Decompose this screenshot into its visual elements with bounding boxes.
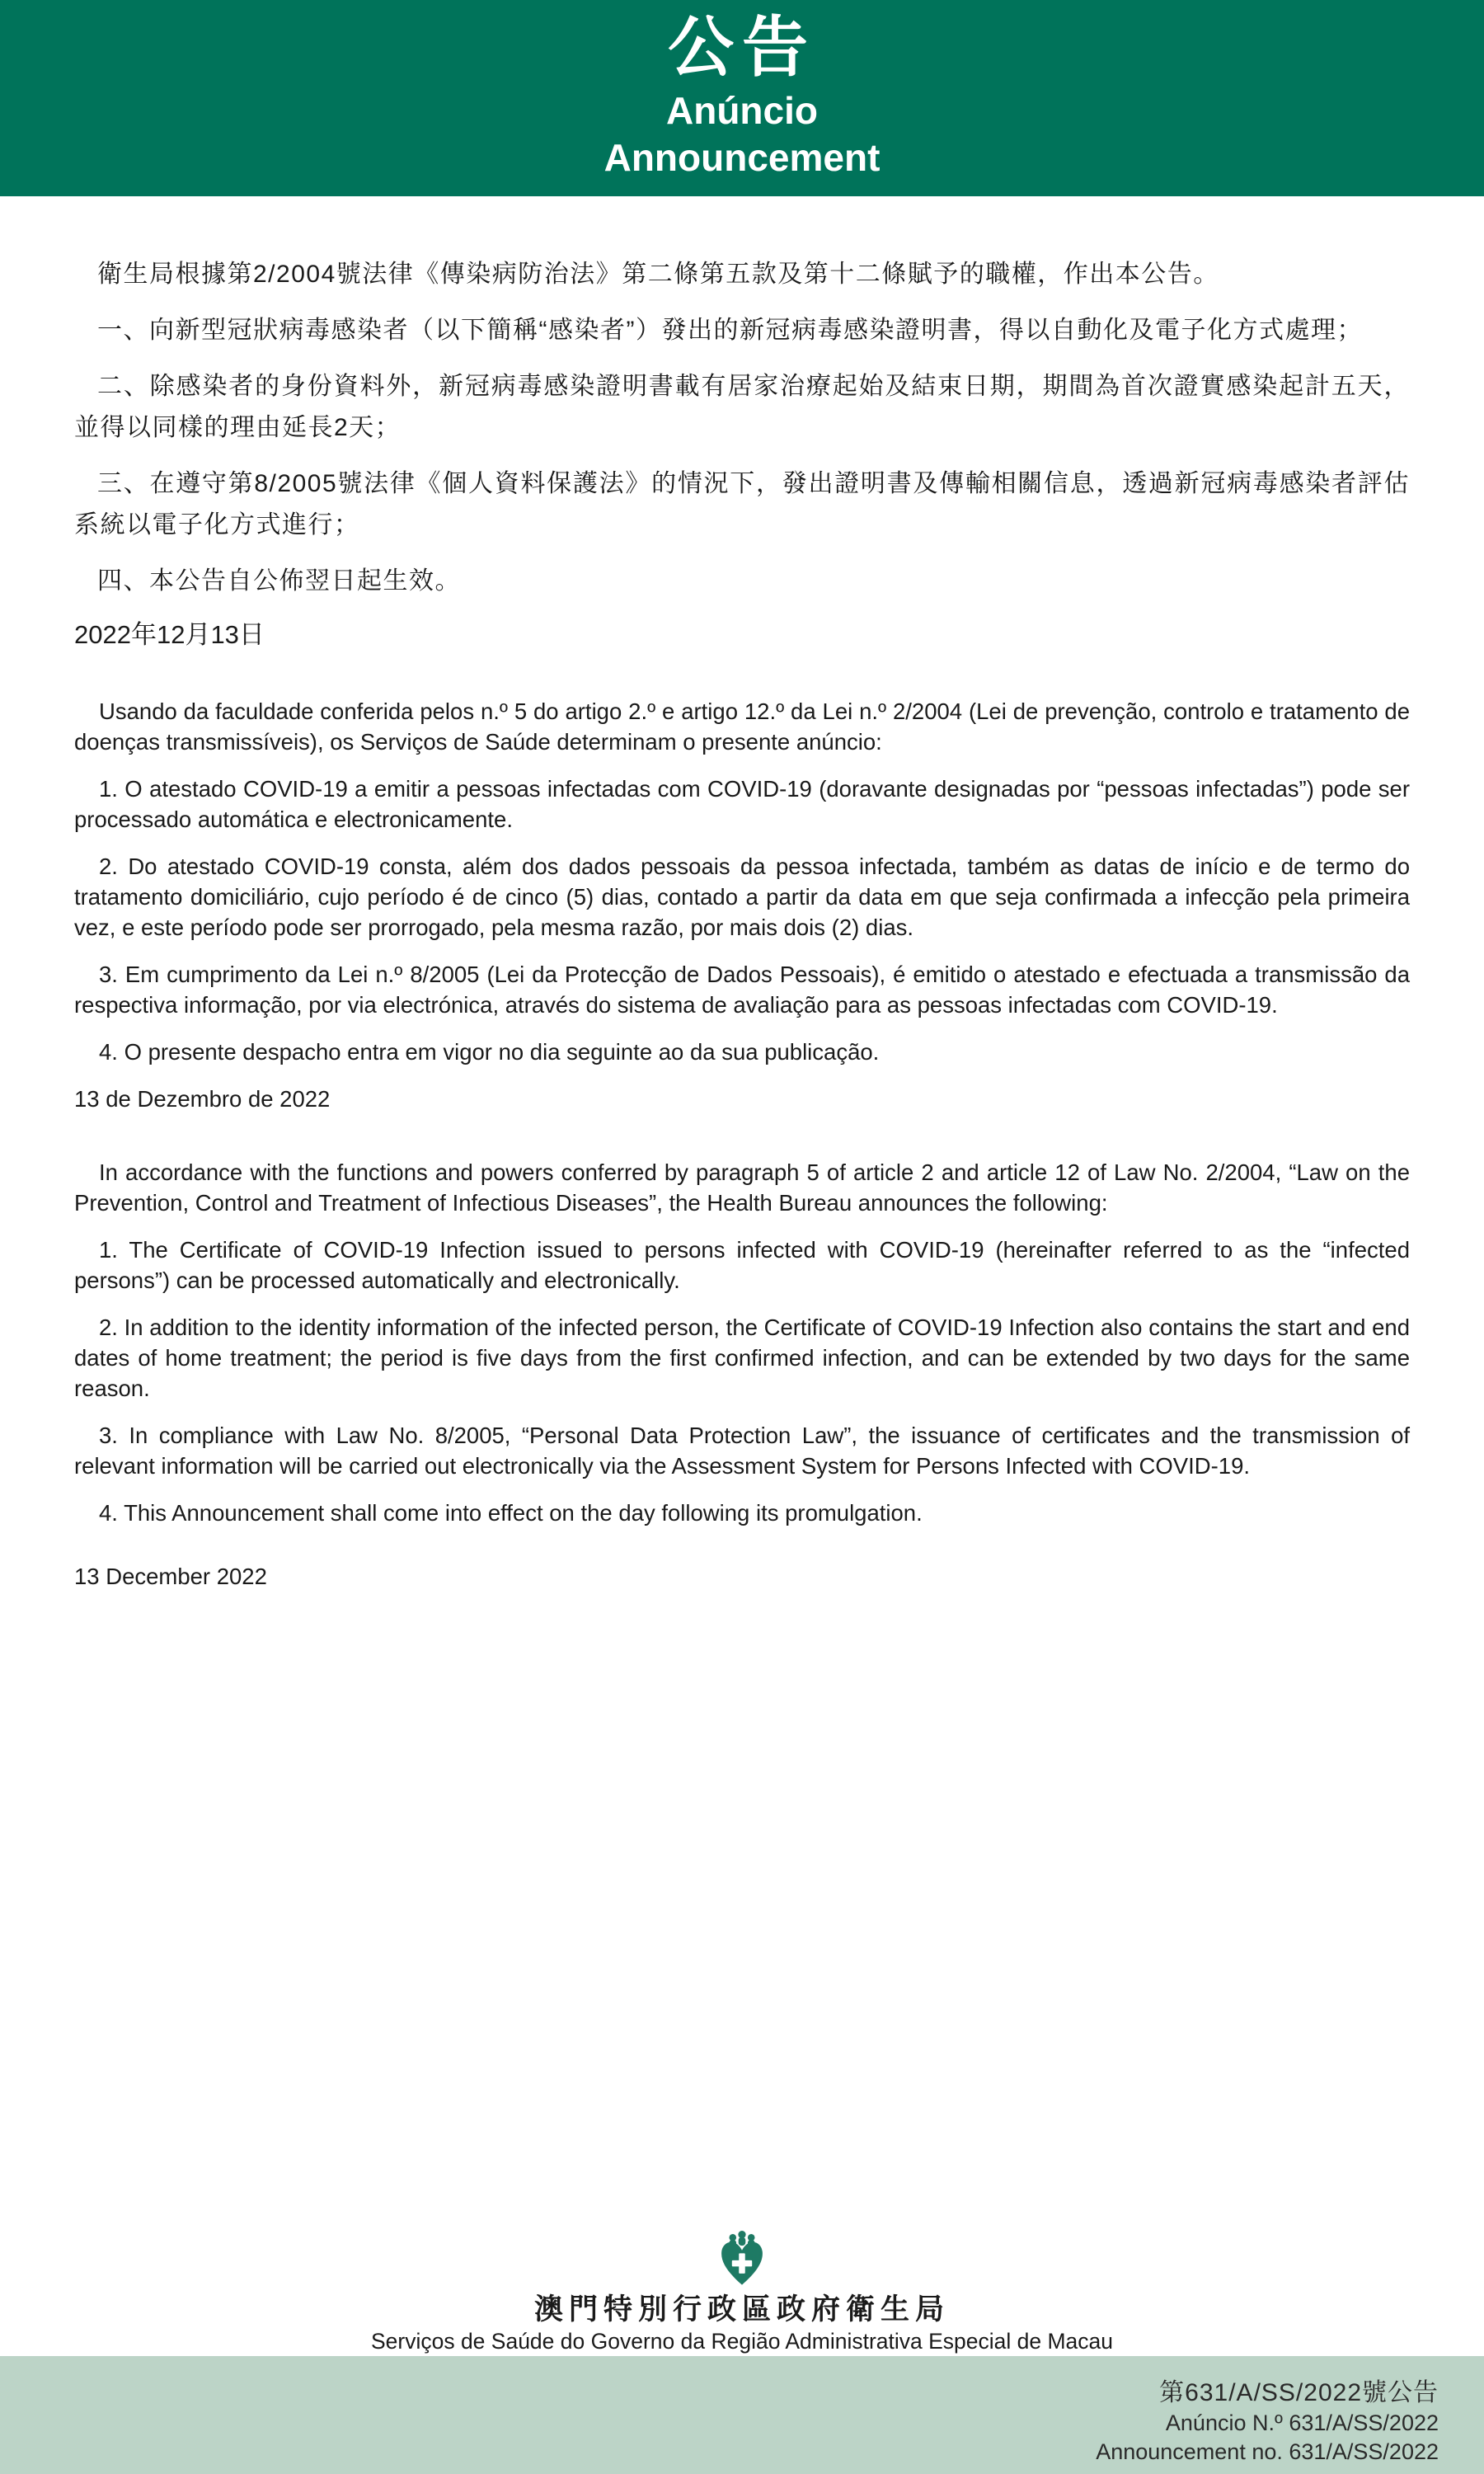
- org-name-pt: Serviços de Saúde do Governo da Região Administrativa Especial de Macau: [370, 2329, 1114, 2354]
- pt-item-3: 3. Em cumprimento da Lei n.º 8/2005 (Lei da Protecção de Dados Pessoais), é emitido o atestado e efectuada a transmissão da respectiva informação, por via electrónica, através do sistema de avaliação para as pessoas infectadas com COVID-19.: [74, 962, 1410, 1018]
- pt-date: 13 de Dezembro de 2022: [74, 1086, 331, 1112]
- announcement-ref-en: Announcement no. 631/A/SS/2022: [1096, 2439, 1439, 2464]
- en-date: 13 December 2022: [74, 1564, 267, 1589]
- announcement-ref-zh: 第631/A/SS/2022號公告: [1159, 2379, 1439, 2406]
- header-band: [0, 0, 1484, 196]
- page-title-zh: 公告: [668, 11, 816, 84]
- section-portuguese: [74, 696, 1410, 1114]
- page-title-pt: Anúncio: [666, 89, 818, 132]
- document-body: [0, 196, 1484, 1592]
- footer-organization: [0, 2229, 1484, 2356]
- announcement-ref-pt: Anúncio N.º 631/A/SS/2022: [1165, 2411, 1439, 2435]
- pt-item-1: 1. O atestado COVID-19 a emitir a pessoas infectadas com COVID-19 (doravante designadas por “pessoas infectadas”) pode ser processado automática e electronicamente.: [74, 776, 1410, 832]
- en-item-4: 4. This Announcement shall come into effect on the day following its promulgation.: [99, 1500, 923, 1526]
- pt-item-2: 2. Do atestado COVID-19 consta, além dos dados pessoais da pessoa infectada, também as datas de início e de termo do tratamento domiciliário, cujo período é de cinco (5) dias, contado a partir da data em que seja confirmada a infecção pela primeira vez, e este período pode ser prorrogado, pela mesma razão, por mais dois (2) dias.: [74, 854, 1410, 940]
- footer-reference-bar: [0, 2356, 1484, 2474]
- health-bureau-logo-icon: [715, 2229, 769, 2288]
- pt-item-4: 4. O presente despacho entra em vigor no dia seguinte ao da sua publicação.: [99, 1039, 880, 1065]
- pt-intro-paragraph: Usando da faculdade conferida pelos n.º 5 do artigo 2.º e artigo 12.º da Lei n.º 2/2004 (Lei de prevenção, controlo e tratamento de doenças transmissíveis), os Serviços de Saúde determinam o presente anúncio:: [74, 698, 1410, 755]
- zh-date: 2022年12月13日: [74, 620, 265, 649]
- en-item-3: 3. In compliance with Law No. 8/2005, “Personal Data Protection Law”, the issuance of certificates and the transmission of relevant information will be carried out electronically via the Assessment System for Persons Infected with COVID-19.: [74, 1423, 1410, 1479]
- zh-item-4: 四、本公告自公佈翌日起生效。: [97, 567, 461, 595]
- en-item-2: 2. In addition to the identity information of the infected person, the Certificate of COVID-19 Infection also contains the start and end dates of home treatment; the period is five days from the first confirmed infection, and can be extended by two days for the same reason.: [74, 1315, 1410, 1401]
- section-english: [74, 1157, 1410, 1592]
- org-name-zh: 澳門特別行政區政府衛生局: [533, 2293, 950, 2326]
- page-title-en: Announcement: [603, 136, 881, 179]
- en-item-1: 1. The Certificate of COVID-19 Infection issued to persons infected with COVID-19 (hereinafter referred to as the “infected persons”) can be processed automatically and electronically.: [74, 1237, 1410, 1293]
- en-intro-paragraph: In accordance with the functions and powers conferred by paragraph 5 of article 2 and article 12 of Law No. 2/2004, “Law on the Prevention, Control and Treatment of Infectious Diseases”, the Health Bureau announces the following:: [74, 1159, 1410, 1216]
- zh-intro-paragraph: 衛生局根據第2/2004號法律《傳染病防治法》第二條第五款及第十二條賦予的職權，作出本公告。: [97, 261, 1219, 288]
- section-chinese: [74, 254, 1410, 653]
- zh-item-2: 二、除感染者的身份資料外，新冠病毒感染證明書載有居家治療起始及結束日期，期間為首次證實感染起計五天，並得以同樣的理由延長2天；: [74, 373, 1410, 441]
- zh-item-3: 三、在遵守第8/2005號法律《個人資料保護法》的情況下，發出證明書及傳輸相關信息，透過新冠病毒感染者評估系統以電子化方式進行；: [74, 470, 1410, 539]
- zh-item-1: 一、向新型冠狀病毒感染者（以下簡稱“感染者”）發出的新冠病毒感染證明書，得以自動化及電子化方式處理；: [97, 317, 1363, 344]
